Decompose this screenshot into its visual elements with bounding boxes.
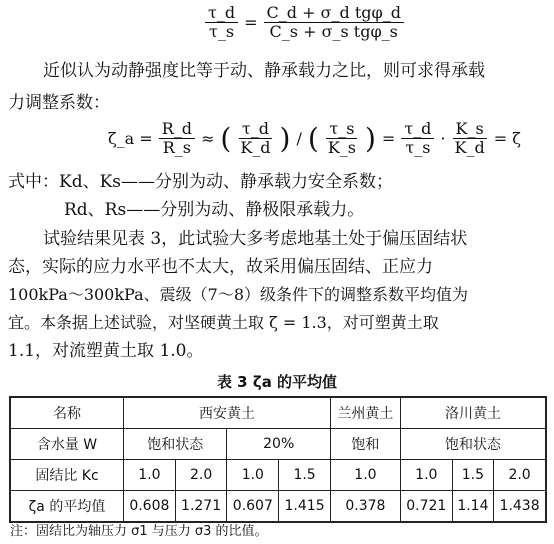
right-paren: ) bbox=[279, 121, 291, 155]
formula-lhs: ζ_a = bbox=[108, 128, 153, 148]
table-row bbox=[10, 397, 546, 429]
fraction bbox=[237, 120, 273, 157]
table-cell: 含水量 W bbox=[10, 429, 124, 460]
table-cell: 1.14 bbox=[452, 491, 494, 523]
fraction bbox=[401, 120, 434, 157]
table-cell: 0.608 bbox=[124, 491, 176, 523]
table-row bbox=[10, 460, 546, 491]
paragraph-line: 近似认为动静强度比等于动、静承载力之比，则可求得承载 bbox=[43, 61, 485, 81]
denominator: C_s + σ_s tgφ_s bbox=[269, 22, 398, 41]
denominator: K_s bbox=[327, 138, 356, 157]
fraction bbox=[159, 120, 195, 157]
denominator: τ_s bbox=[405, 138, 431, 157]
denominator: R_s bbox=[162, 138, 191, 157]
numerator: τ_d bbox=[205, 4, 238, 23]
denominator: K_d bbox=[240, 138, 271, 157]
left-paren: ( bbox=[307, 121, 319, 155]
paragraph-line: 力调整系数： bbox=[8, 93, 110, 113]
table-cell: 1.438 bbox=[494, 491, 546, 523]
formula-adjustment-coefficient bbox=[108, 120, 521, 157]
table-cell: 洛川黄土 bbox=[400, 397, 546, 429]
table-cell: 0.607 bbox=[227, 491, 279, 523]
table-cell: 饱和状态 bbox=[400, 429, 546, 460]
fraction bbox=[264, 4, 404, 41]
table-cell: 西安黄土 bbox=[124, 397, 331, 429]
paragraph-line: 宜。本条据上述试验，对坚硬黄土取 ζ = 1.3，对可塑黄土取 bbox=[8, 313, 439, 332]
right-paren: ) bbox=[364, 121, 376, 155]
fraction bbox=[325, 120, 359, 157]
table-cell: 1.5 bbox=[452, 460, 494, 491]
table-cell: 0.378 bbox=[330, 491, 400, 523]
table-cell: 兰州黄土 bbox=[330, 397, 400, 429]
table-row bbox=[10, 491, 546, 523]
table-cell: 饱和 bbox=[330, 429, 400, 460]
numerator: τ_d bbox=[401, 120, 434, 139]
data-table bbox=[9, 396, 547, 523]
table-cell: 名称 bbox=[10, 397, 124, 429]
definition-line: Rd、Rs——分别为动、静极限承载力。 bbox=[64, 200, 365, 220]
paragraph-line: 100kPa～300kPa、震级（7～8）级条件下的调整系数平均值为 bbox=[8, 285, 469, 304]
left-paren: ( bbox=[220, 121, 232, 155]
approx-sign: ≈ bbox=[201, 128, 215, 148]
table-cell: 0.721 bbox=[400, 491, 452, 523]
table-cell: 1.5 bbox=[279, 460, 331, 491]
dot-sign: · bbox=[440, 128, 446, 148]
table-cell: ζa 的平均值 bbox=[10, 491, 124, 523]
table-cell: 1.271 bbox=[175, 491, 227, 523]
table-cell: 2.0 bbox=[175, 460, 227, 491]
table-cell: 1.0 bbox=[227, 460, 279, 491]
table-cell: 1.415 bbox=[279, 491, 331, 523]
table-cell: 20% bbox=[227, 429, 330, 460]
numerator: τ_s bbox=[326, 120, 357, 139]
paragraph-line: 试验结果见表 3，此试验大多考虑地基土处于偏压固结状 bbox=[43, 229, 468, 249]
table-cell: 固结比 Kc bbox=[10, 460, 124, 491]
table-row bbox=[10, 429, 546, 460]
denominator: K_d bbox=[454, 138, 485, 157]
fraction bbox=[452, 120, 488, 157]
slash-sign: / bbox=[296, 128, 302, 148]
table-note: 注：固结比为轴压力 σ1 与压力 σ3 的比值。 bbox=[10, 524, 268, 539]
numerator: R_d bbox=[159, 120, 195, 139]
table-cell: 1.0 bbox=[330, 460, 400, 491]
table-cell: 1.0 bbox=[124, 460, 176, 491]
denominator: τ_s bbox=[209, 22, 235, 41]
numerator: τ_d bbox=[239, 120, 272, 139]
paragraph-line: 态，实际的应力水平也不太大，故采用偏压固结、正应力 bbox=[8, 257, 433, 277]
fraction bbox=[205, 4, 238, 41]
equals-sign: = bbox=[244, 12, 258, 32]
table-cell: 1.0 bbox=[400, 460, 452, 491]
definition-line: 式中：Kd、Ks——分别为动、静承载力安全系数； bbox=[8, 172, 394, 192]
numerator: K_s bbox=[453, 120, 487, 139]
formula-tail: = ζ bbox=[493, 128, 521, 148]
table-cell: 2.0 bbox=[494, 460, 546, 491]
table-cell: 饱和状态 bbox=[124, 429, 227, 460]
equals-sign: = bbox=[381, 128, 396, 148]
table-caption: 表 3 ζa 的平均值 bbox=[216, 373, 338, 391]
paragraph-line: 1.1，对流塑黄土取 1.0。 bbox=[8, 341, 204, 361]
formula-stress-ratio bbox=[205, 4, 404, 41]
numerator: C_d + σ_d tgφ_d bbox=[264, 4, 404, 23]
